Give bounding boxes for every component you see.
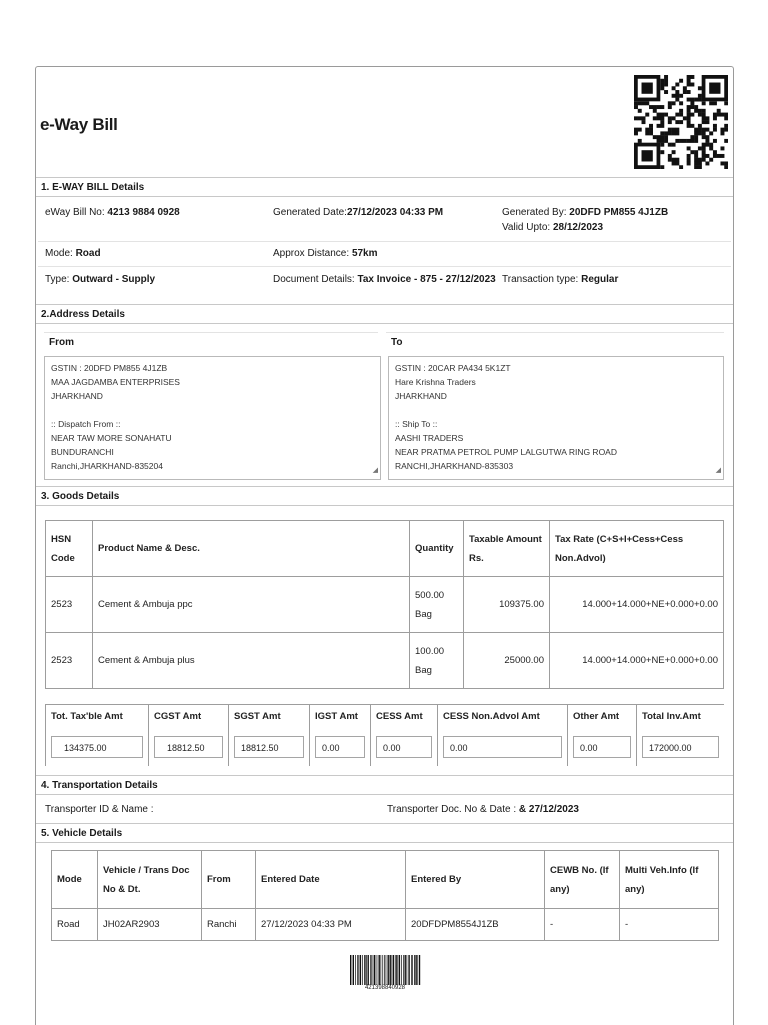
divider <box>44 332 378 333</box>
address-line: Hare Krishna Traders <box>395 377 476 387</box>
quantity-cell <box>410 633 464 689</box>
address-line: :: Dispatch From :: <box>51 419 121 429</box>
transporter-id: Transporter ID & Name : <box>45 804 154 815</box>
address-line: JHARKHAND <box>395 391 447 401</box>
totals-header-row <box>46 705 724 730</box>
igst-cell <box>310 729 371 766</box>
col-taxable-amount: Taxable Amount Rs. <box>464 521 550 577</box>
to-label: To <box>391 337 403 348</box>
transporter-doc: Transporter Doc. No & Date : & 27/12/2023 <box>387 804 579 815</box>
resize-grip-icon[interactable]: ◢ <box>715 467 721 474</box>
multi-veh-cell: - <box>620 909 719 941</box>
unit-value: Bag <box>415 608 432 620</box>
amount-cell: 25000.00 <box>464 633 550 689</box>
col-total-invoice: Total Inv.Amt <box>637 705 724 730</box>
igst-field: 0.00 <box>315 736 365 758</box>
vehicle-no-cell: JH02AR2903 <box>98 909 202 941</box>
table-row <box>46 577 724 633</box>
tax-rate-cell: 14.000+14.000+NE+0.000+0.00 <box>550 577 724 633</box>
col-cess-non-advol: CESS Non.Advol Amt <box>438 705 568 730</box>
col-product: Product Name & Desc. <box>93 521 410 577</box>
col-quantity: Quantity <box>410 521 464 577</box>
col-total-taxable: Tot. Tax'ble Amt <box>46 705 149 730</box>
page-title: e-Way Bill <box>40 115 118 134</box>
hsn-cell: 2523 <box>46 633 93 689</box>
ewb-number: eWay Bill No: 4213 9884 0928 <box>45 207 180 218</box>
mode-cell: Road <box>52 909 98 941</box>
vehicle-header-row <box>52 851 719 909</box>
goods-header-row <box>46 521 724 577</box>
barcode-number: 421398840928 <box>364 985 406 991</box>
col-tax-rate: Tax Rate (C+S+I+Cess+Cess Non.Advol) <box>550 521 724 577</box>
product-cell: Cement & Ambuja ppc <box>93 577 410 633</box>
quantity-cell <box>410 577 464 633</box>
address-line: MAA JAGDAMBA ENTERPRISES <box>51 377 180 387</box>
other-cell <box>568 729 637 766</box>
entered-by-cell: 20DFDPM8554J1ZB <box>406 909 545 941</box>
quantity-value: 500.00 <box>415 589 445 601</box>
col-igst: IGST Amt <box>310 705 371 730</box>
col-from: From <box>202 851 256 909</box>
product-cell: Cement & Ambuja plus <box>93 633 410 689</box>
col-sgst: SGST Amt <box>229 705 310 730</box>
transaction-type: Transaction type: Regular <box>502 274 619 285</box>
barcode-icon <box>349 955 421 985</box>
cess-cell <box>371 729 438 766</box>
total-invoice-field: 172000.00 <box>642 736 719 758</box>
address-line: RANCHI,JHARKHAND-835303 <box>395 461 514 471</box>
to-address-box[interactable] <box>388 356 724 480</box>
col-entered-by: Entered By <box>406 851 545 909</box>
sgst-cell <box>229 729 310 766</box>
totals-table <box>45 704 724 766</box>
col-multi-veh: Multi Veh.Info (If any) <box>620 851 719 909</box>
section-ewb-details: 1. E-WAY BILL Details <box>36 177 733 197</box>
total-taxable-cell <box>46 729 149 766</box>
totals-values-row <box>46 729 724 766</box>
from-address-box[interactable] <box>44 356 381 480</box>
document-details: Document Details: Tax Invoice - 875 - 27/12/2023 <box>273 274 496 285</box>
supply-type: Type: Outward - Supply <box>45 274 156 285</box>
cgst-cell <box>149 729 229 766</box>
resize-grip-icon[interactable]: ◢ <box>372 467 378 474</box>
col-entered-date: Entered Date <box>256 851 406 909</box>
address-line: BUNDURANCHI <box>51 447 114 457</box>
section-address-details: 2.Address Details <box>36 304 733 324</box>
quantity-value: 100.00 <box>415 645 445 657</box>
section-goods-details: 3. Goods Details <box>36 486 733 506</box>
qr-code-icon <box>634 75 728 169</box>
address-line: NEAR PRATMA PETROL PUMP LALGUTWA RING ROAD <box>395 447 617 457</box>
col-mode: Mode <box>52 851 98 909</box>
approx-distance: Approx Distance: 57km <box>273 248 378 259</box>
section-transport-details: 4. Transportation Details <box>36 775 733 795</box>
hsn-cell: 2523 <box>46 577 93 633</box>
total-taxable-field: 134375.00 <box>51 736 143 758</box>
address-line <box>395 403 717 417</box>
divider <box>38 241 731 242</box>
col-vehicle-no: Vehicle / Trans Doc No & Dt. <box>98 851 202 909</box>
address-line: :: Ship To :: <box>395 419 438 429</box>
generated-by: Generated By: 20DFD PM855 4J1ZB <box>502 207 669 218</box>
col-cgst: CGST Amt <box>149 705 229 730</box>
generated-date: Generated Date:27/12/2023 04:33 PM <box>273 207 444 218</box>
table-row <box>52 909 719 941</box>
cess-non-advol-field: 0.00 <box>443 736 562 758</box>
total-invoice-cell <box>637 729 724 766</box>
address-line: GSTIN : 20CAR PA434 5K1ZT <box>395 363 511 373</box>
address-line: NEAR TAW MORE SONAHATU <box>51 433 172 443</box>
col-hsn: HSN Code <box>46 521 93 577</box>
other-field: 0.00 <box>573 736 631 758</box>
address-line: AASHI TRADERS <box>395 433 464 443</box>
goods-table <box>45 520 724 689</box>
address-line: GSTIN : 20DFD PM855 4J1ZB <box>51 363 168 373</box>
divider <box>38 266 731 267</box>
col-cess: CESS Amt <box>371 705 438 730</box>
cewb-cell: - <box>545 909 620 941</box>
from-cell: Ranchi <box>202 909 256 941</box>
tax-rate-cell: 14.000+14.000+NE+0.000+0.00 <box>550 633 724 689</box>
sgst-field: 18812.50 <box>234 736 304 758</box>
address-line <box>51 403 374 417</box>
table-row <box>46 633 724 689</box>
vehicle-table <box>51 850 719 941</box>
divider <box>386 332 724 333</box>
amount-cell: 109375.00 <box>464 577 550 633</box>
address-line: Ranchi,JHARKHAND-835204 <box>51 461 163 471</box>
unit-value: Bag <box>415 664 432 676</box>
entered-date-cell: 27/12/2023 04:33 PM <box>256 909 406 941</box>
col-cewb-no: CEWB No. (If any) <box>545 851 620 909</box>
address-line: JHARKHAND <box>51 391 103 401</box>
from-label: From <box>49 337 74 348</box>
cgst-field: 18812.50 <box>154 736 223 758</box>
col-other: Other Amt <box>568 705 637 730</box>
eway-bill-document <box>35 66 734 1025</box>
cess-non-advol-cell <box>438 729 568 766</box>
section-vehicle-details: 5. Vehicle Details <box>36 823 733 843</box>
mode: Mode: Road <box>45 248 101 259</box>
cess-field: 0.00 <box>376 736 432 758</box>
valid-upto: Valid Upto: 28/12/2023 <box>502 222 604 233</box>
